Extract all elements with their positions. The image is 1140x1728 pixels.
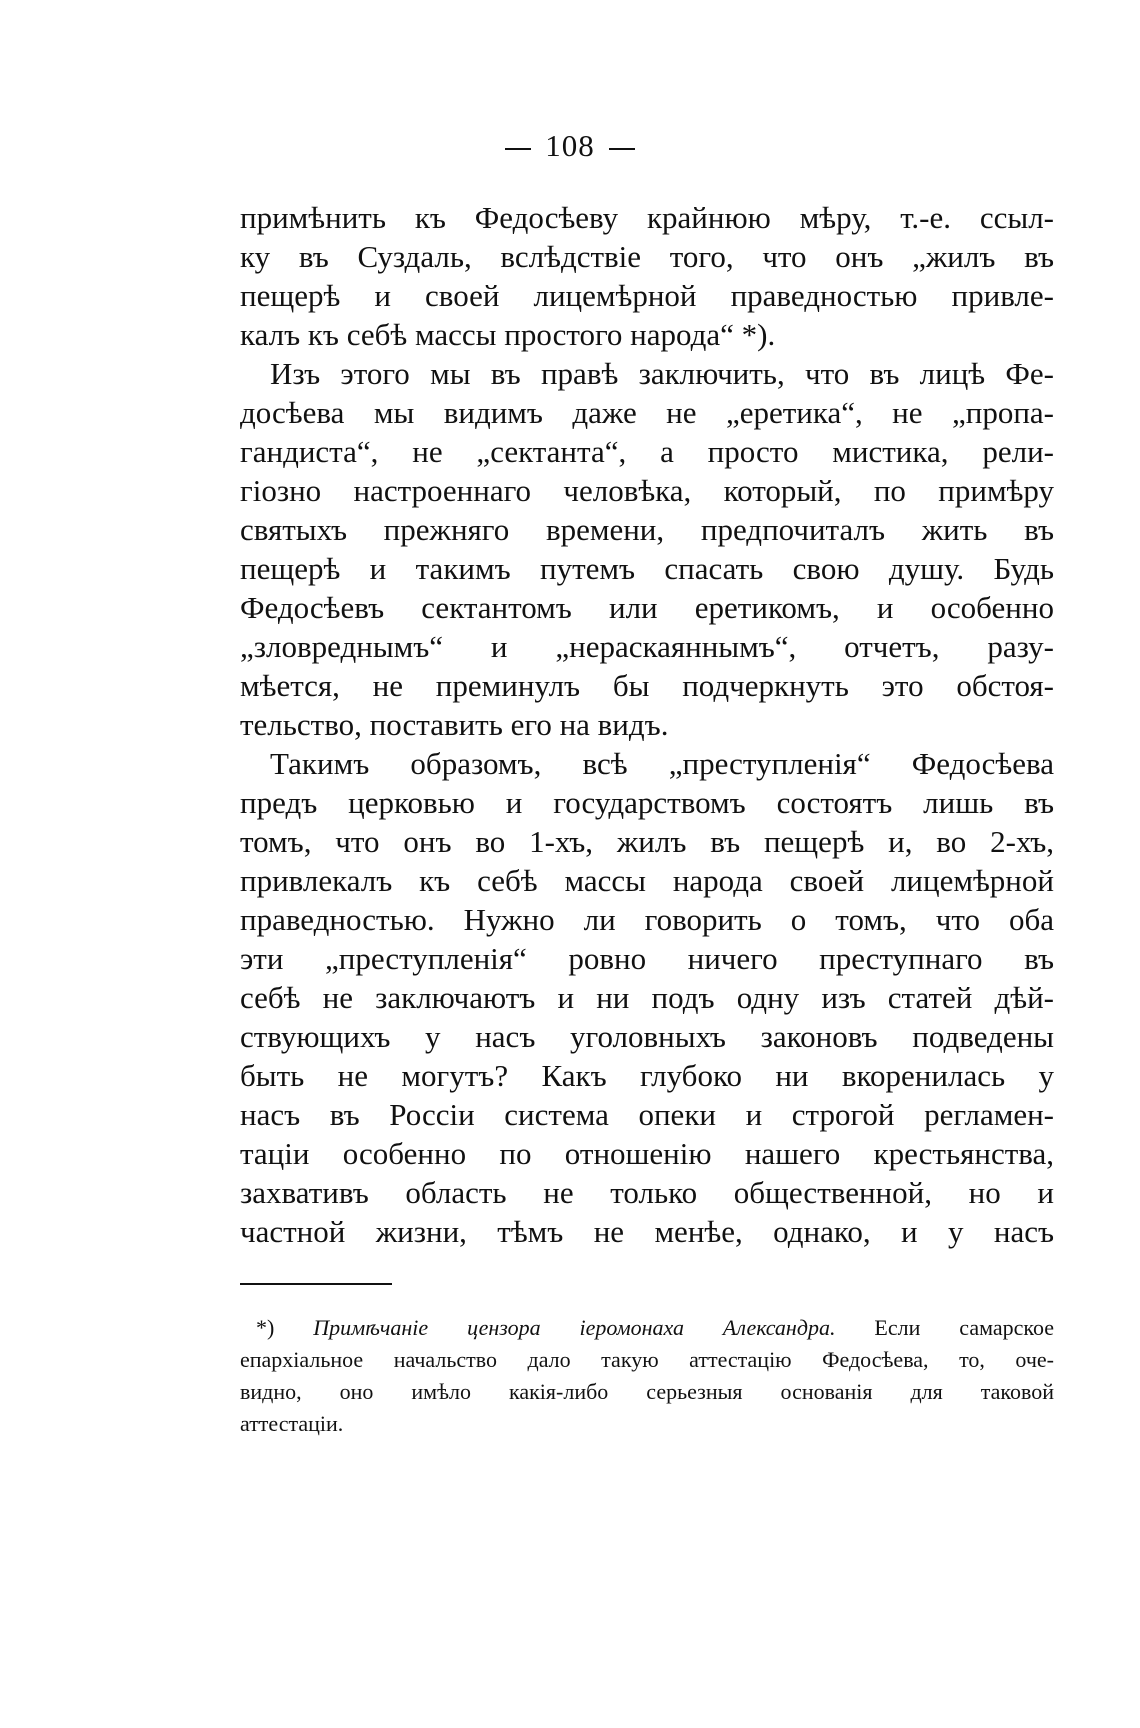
paragraph-1: [240, 198, 1054, 354]
text-line: пещерѣ и своей лицемѣрной праведностью привле-: [240, 278, 1054, 313]
text-line: мѣется, не преминулъ бы подчеркнуть это обстоя-: [240, 668, 1054, 703]
text-line: святыхъ прежняго времени, предпочиталъ жить въ: [240, 512, 1054, 547]
page-number-value: 108: [545, 128, 595, 163]
text-line: пещерѣ и такимъ путемъ спасать свою душу. Будь: [240, 551, 1054, 586]
text-line: гіозно настроеннаго человѣка, который, по примѣру: [240, 473, 1054, 508]
text-line: быть не могутъ? Какъ глубоко ни вкоренилась у: [240, 1058, 1054, 1093]
text-line: себѣ не заключаютъ и ни подъ одну изъ статей дѣй-: [240, 980, 1054, 1015]
text-line: тельство, поставить его на видъ.: [240, 707, 669, 742]
text-line: примѣнить къ Федосѣеву крайнюю мѣру, т.-е. ссыл-: [240, 200, 1054, 235]
footnote-italic-lead: Примѣчаніе цензора іеромонаха Александра.: [313, 1315, 836, 1340]
text-line: частной жизни, тѣмъ не менѣе, однако, и у насъ: [240, 1214, 1054, 1249]
text-line: таціи особенно по отношенію нашего крестьянства,: [240, 1136, 1054, 1171]
text-line: праведностью. Нужно ли говорить о томъ, что оба: [240, 902, 1054, 937]
paragraph-2: [240, 354, 1054, 744]
text-line: ку въ Суздаль, вслѣдствіе того, что онъ „жилъ въ: [240, 239, 1054, 274]
text-line: насъ въ Россіи система опеки и строгой регламен-: [240, 1097, 1054, 1132]
text-line: томъ, что онъ во 1-хъ, жилъ въ пещерѣ и, во 2-хъ,: [240, 824, 1054, 859]
footnote-marker: *): [256, 1315, 275, 1340]
text-line: ствующихъ у насъ уголовныхъ законовъ подведены: [240, 1019, 1054, 1054]
text-line: „зловреднымъ“ и „нераскаяннымъ“, отчетъ, разу-: [240, 629, 1054, 664]
footnote-line: [240, 1312, 1054, 1344]
page-number-left-dash: [505, 148, 531, 150]
text-line: Изъ этого мы въ правѣ заключить, что въ лицѣ Фе-: [270, 356, 1054, 391]
page-number: [0, 128, 1140, 164]
footnote-line: аттестаціи.: [240, 1411, 344, 1436]
text-line: Такимъ образомъ, всѣ „преступленія“ Федосѣева: [270, 746, 1054, 781]
text-line: досѣева мы видимъ даже не „еретика“, не „пропа-: [240, 395, 1054, 430]
footnote-divider: [240, 1283, 392, 1285]
text-line: предъ церковью и государствомъ состоятъ лишь въ: [240, 785, 1054, 820]
text-line: захвативъ область не только общественной, но и: [240, 1175, 1054, 1210]
text-line: Федосѣевъ сектантомъ или еретикомъ, и особенно: [240, 590, 1054, 625]
page-number-right-dash: [609, 148, 635, 150]
text-line: привлекалъ къ себѣ массы народа своей лицемѣрной: [240, 863, 1054, 898]
paragraph-3: [240, 744, 1054, 1251]
footnote-first-line-rest: Если самарское: [874, 1315, 1054, 1340]
footnote-line: епархіальное начальство дало такую аттестацію Федосѣева, то, оче-: [240, 1347, 1054, 1372]
footnote-line: видно, оно имѣло какія-либо серьезныя основанія для таковой: [240, 1379, 1054, 1404]
main-text: [240, 198, 1054, 1251]
text-line: калъ къ себѣ массы простого народа“ *).: [240, 317, 776, 352]
text-line: гандиста“, не „сектанта“, а просто мистика, рели-: [240, 434, 1054, 469]
text-line: эти „преступленія“ ровно ничего преступнаго въ: [240, 941, 1054, 976]
footnote: [240, 1312, 1054, 1440]
